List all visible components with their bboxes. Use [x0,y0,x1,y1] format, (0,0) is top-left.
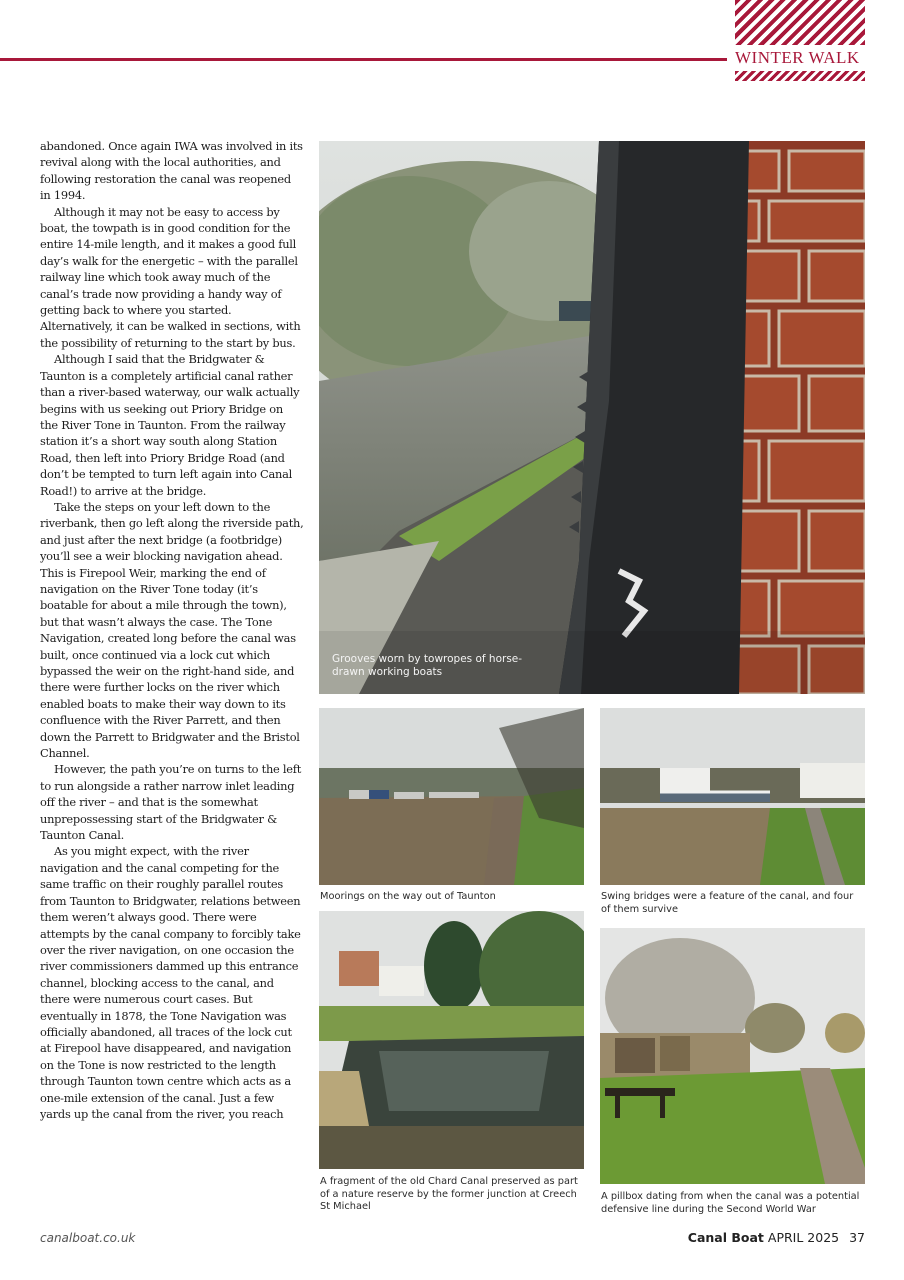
photo-caption-moorings: Moorings on the way out of Taunton [320,891,496,902]
photo-caption-swing-bridge: Swing bridges were a feature of the canal, and four of them survive [601,891,854,915]
footer-website: canalboat.co.uk [40,1231,136,1245]
section-label: WINTER WALK [735,48,860,67]
photo-caption-chard-canal: A fragment of the old Chard Canal preserved as part of a nature reserve by the former junction at Creech St Michael [320,1176,578,1212]
article-paragraph: abandoned. Once again IWA was involved in its revival along with the local authorities, and following restoration the canal was reopened in 1994. [40,139,303,203]
footer-page-number: 37 [849,1230,865,1245]
header-rule [0,58,727,61]
footer-magazine-name: Canal Boat [687,1230,764,1245]
article-paragraph: As you might expect, with the river navigation and the canal competing for the same traffic on their roughly parallel routes from Taunton to Bridgwater, relations between them weren’t always good. There were attempts by the canal company to forcibly take over the river navigation, on one occasion the river commissioners dammed up this entrance channel, blocking access to the canal, and there were numerous court cases. But eventually in 1878, the Tone Navigation was officially abandoned, all traces of the lock cut at Firepool have disappeared, and navigation on the Tone is now restricted to the length through Taunton town centre which acts as a one-mile extension of the canal. Just a few yards up the canal from the river, you reach [40,844,301,1121]
footer-issue: APRIL 2025 [767,1230,840,1245]
photo-towrope-grooves [319,141,865,694]
header-stripes-decoration [735,0,865,45]
article-paragraph: Take the steps on your left down to the riverbank, then go left along the riverside path, and just after the next bridge (a footbridge) you’ll see a weir blocking navigation ahead. This is Firepool Weir, marking the end of navigation on the River Tone today (it’s boatable for about a mile through the town), but that wasn’t always the case. The Tone Navigation, created long before the canal was built, once continued via a lock cut which bypassed the weir on the right-hand side, and there were further locks on the river which enabled boats to make their way down to its confluence with the River Parrett, and then down the Parrett to Bridgwater and the Bristol Channel. [40,499,304,761]
photo-chard-canal [319,911,584,1169]
photo-caption-towrope: Grooves worn by towropes of horse-drawn working boats [332,653,523,678]
article-body [40,138,304,1218]
article-paragraph: However, the path you’re on turns to the left to run alongside a rather narrow inlet leading off the river – and that is the somewhat unprepossessing start of the Bridgwater & Taunton Canal. [40,762,302,843]
photo-swing-bridge [600,708,865,885]
photo-caption-pillbox: A pillbox dating from when the canal was a potential defensive line during the Second World War [601,1191,860,1215]
footer-folio [688,1230,865,1245]
photo-pillbox [600,928,865,1184]
article-paragraph: Although it may not be easy to access by boat, the towpath is in good condition for the entire 14-mile length, and it makes a good full day’s walk for the energetic – with the parallel railway line which took away much of the canal’s trade now providing a handy way of getting back to where you started. Alternatively, it can be walked in sections, with the possibility of returning to the start by bus. [40,204,301,350]
header-stripes-underline [735,71,865,81]
article-paragraph: Although I said that the Bridgwater & Taunton is a completely artificial canal rather than a river-based waterway, our walk actually begins with us seeking out Priory Bridge on the River Tone in Taunton. From the railway station it’s a short way south along Station Road, then left into Priory Bridge Road (and don’t be tempted to turn left again into Canal Road!) to arrive at the bridge. [40,352,300,498]
photo-moorings [319,708,584,885]
